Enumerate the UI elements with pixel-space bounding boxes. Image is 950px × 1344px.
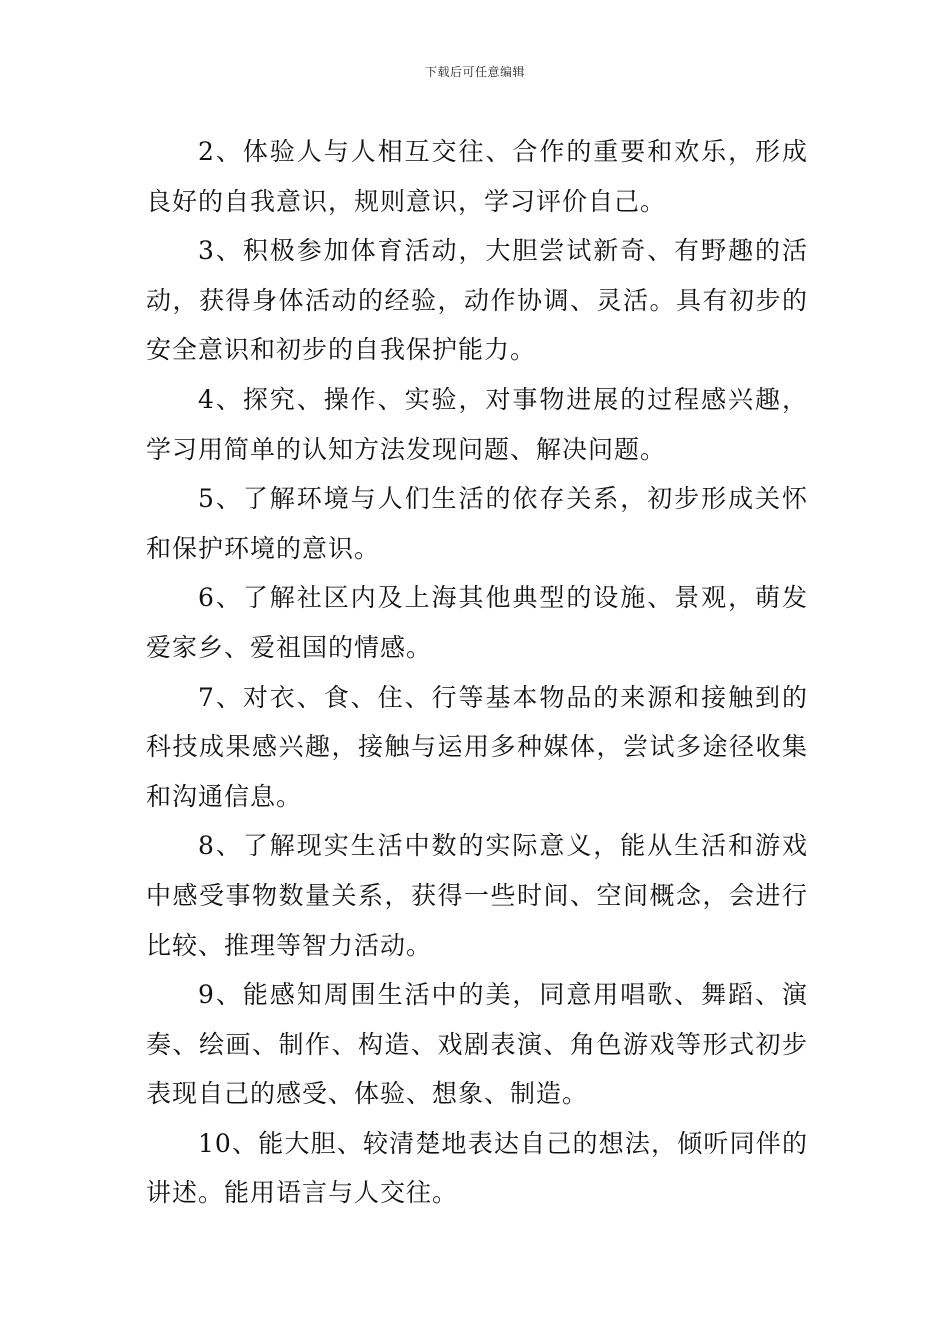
paragraph-goal-8: 8、了解现实生活中数的实际意义，能从生活和游戏中感受事物数量关系，获得一些时间、空间概念，会进行比较、推理等智力活动。 <box>146 831 808 960</box>
paragraph-goal-10: 10、能大胆、较清楚地表达自己的想法，倾听同伴的讲述。能用语言与人交往。 <box>146 1128 808 1208</box>
paragraph-goal-6: 6、了解社区内及上海其他典型的设施、景观，萌发爱家乡、爱祖国的情感。 <box>146 583 808 662</box>
paragraph-goal-4: 4、探究、操作、实验，对事物进展的过程感兴趣，学习用简单的认知方法发现问题、解决问题。 <box>146 384 808 464</box>
document-body <box>146 127 808 1218</box>
page-header: 下载后可任意编辑 <box>424 65 525 79</box>
paragraph-goal-2: 2、体验人与人相互交往、合作的重要和欢乐，形成良好的自我意识，规则意识，学习评价自己。 <box>146 137 808 216</box>
paragraph-goal-7: 7、对衣、食、住、行等基本物品的来源和接触到的科技成果感兴趣，接触与运用多种媒体，尝试多途径收集和沟通信息。 <box>146 682 808 811</box>
paragraph-goal-9: 9、能感知周围生活中的美，同意用唱歌、舞蹈、演奏、绘画、制作、构造、戏剧表演、角色游戏等形式初步表现自己的感受、体验、想象、制造。 <box>146 980 808 1109</box>
paragraph-goal-3: 3、积极参加体育活动，大胆尝试新奇、有野趣的活动，获得身体活动的经验，动作协调、灵活。具有初步的安全意识和初步的自我保护能力。 <box>146 236 808 365</box>
paragraph-goal-5: 5、了解环境与人们生活的依存关系，初步形成关怀和保护环境的意识。 <box>146 484 808 563</box>
